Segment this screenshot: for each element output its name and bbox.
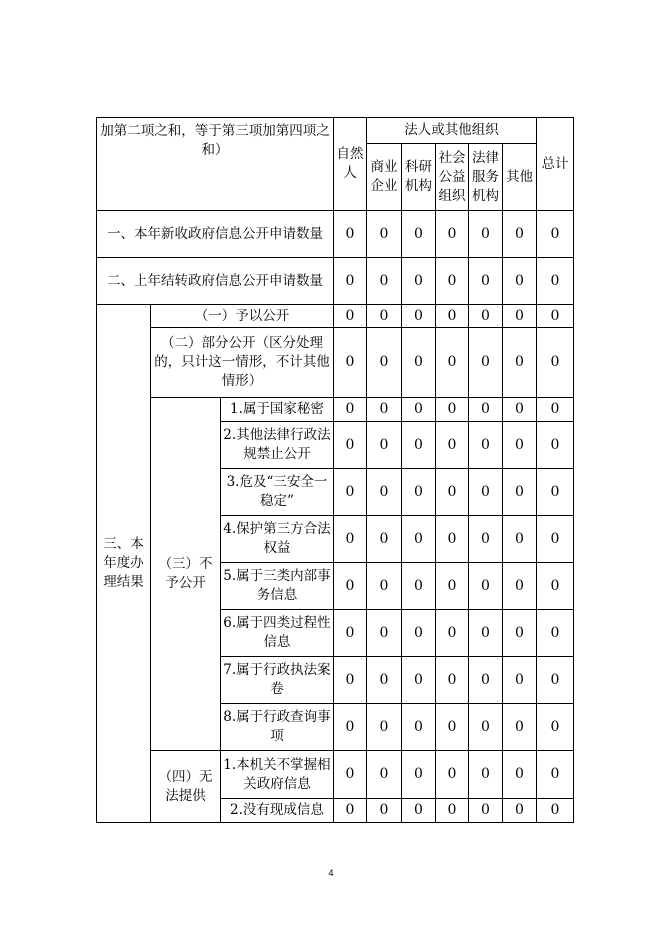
value-cell: 0 <box>503 328 537 398</box>
value-cell: 0 <box>537 258 574 305</box>
value-cell: 0 <box>537 398 574 422</box>
table-row <box>97 328 574 398</box>
value-cell: 0 <box>503 704 537 751</box>
value-cell: 0 <box>469 398 503 422</box>
sub-row-label: 1.本机关不掌握相关政府信息 <box>221 751 334 799</box>
natural-person-header: 自然人 <box>334 118 367 211</box>
value-cell: 0 <box>367 799 402 823</box>
row-label-new-requests: 一、本年新收政府信息公开申请数量 <box>97 211 334 258</box>
table-row <box>97 398 574 422</box>
value-cell: 0 <box>436 469 469 516</box>
corner-header-cell <box>97 118 334 211</box>
value-cell: 0 <box>402 657 436 704</box>
table-row <box>97 258 574 305</box>
value-cell: 0 <box>503 516 537 563</box>
value-cell: 0 <box>537 469 574 516</box>
value-cell: 0 <box>402 751 436 799</box>
value-cell: 0 <box>334 422 367 469</box>
value-cell: 0 <box>334 610 367 657</box>
value-cell: 0 <box>469 305 503 328</box>
sub-row-label: 6.属于四类过程性信息 <box>221 610 334 657</box>
value-cell: 0 <box>537 657 574 704</box>
value-cell: 0 <box>537 799 574 823</box>
value-cell: 0 <box>537 704 574 751</box>
value-cell: 0 <box>537 211 574 258</box>
value-cell: 0 <box>402 328 436 398</box>
value-cell: 0 <box>367 398 402 422</box>
sub-row-label: 3.危及“三安全一稳定” <box>221 469 334 516</box>
value-cell: 0 <box>367 258 402 305</box>
value-cell: 0 <box>367 328 402 398</box>
col-header-other: 其他 <box>503 144 537 211</box>
value-cell: 0 <box>503 563 537 610</box>
value-cell: 0 <box>436 704 469 751</box>
value-cell: 0 <box>436 398 469 422</box>
value-cell: 0 <box>537 516 574 563</box>
value-cell: 0 <box>503 211 537 258</box>
value-cell: 0 <box>436 305 469 328</box>
value-cell: 0 <box>469 799 503 823</box>
value-cell: 0 <box>469 751 503 799</box>
value-cell: 0 <box>469 469 503 516</box>
value-cell: 0 <box>469 328 503 398</box>
value-cell: 0 <box>503 751 537 799</box>
value-cell: 0 <box>367 563 402 610</box>
value-cell: 0 <box>503 469 537 516</box>
legal-group-header: 法人或其他组织 <box>367 118 537 144</box>
value-cell: 0 <box>402 516 436 563</box>
value-cell: 0 <box>436 563 469 610</box>
value-cell: 0 <box>334 211 367 258</box>
value-cell: 0 <box>334 258 367 305</box>
table-row <box>97 751 574 799</box>
value-cell: 0 <box>436 657 469 704</box>
value-cell: 0 <box>402 704 436 751</box>
value-cell: 0 <box>334 305 367 328</box>
value-cell: 0 <box>367 305 402 328</box>
value-cell: 0 <box>367 211 402 258</box>
value-cell: 0 <box>503 258 537 305</box>
row-label-cannot-provide: （四）无法提供 <box>151 751 221 823</box>
value-cell: 0 <box>537 563 574 610</box>
value-cell: 0 <box>436 516 469 563</box>
sub-row-label: 8.属于行政查询事项 <box>221 704 334 751</box>
value-cell: 0 <box>436 328 469 398</box>
value-cell: 0 <box>334 751 367 799</box>
value-cell: 0 <box>537 610 574 657</box>
value-cell: 0 <box>469 258 503 305</box>
value-cell: 0 <box>402 211 436 258</box>
value-cell: 0 <box>402 305 436 328</box>
value-cell: 0 <box>367 516 402 563</box>
value-cell: 0 <box>334 657 367 704</box>
value-cell: 0 <box>436 751 469 799</box>
value-cell: 0 <box>402 610 436 657</box>
value-cell: 0 <box>334 563 367 610</box>
section3-label: 三、本年度办理结果 <box>97 305 151 823</box>
col-header-business: 商业企业 <box>367 144 402 211</box>
value-cell: 0 <box>537 422 574 469</box>
table-row <box>97 211 574 258</box>
value-cell: 0 <box>402 258 436 305</box>
value-cell: 0 <box>367 469 402 516</box>
value-cell: 0 <box>436 799 469 823</box>
row-label-carried-over: 二、上年结转政府信息公开申请数量 <box>97 258 334 305</box>
value-cell: 0 <box>469 657 503 704</box>
col-header-research: 科研机构 <box>402 144 436 211</box>
col-header-public-welfare: 社会公益组织 <box>436 144 469 211</box>
value-cell: 0 <box>334 799 367 823</box>
value-cell: 0 <box>367 422 402 469</box>
row-label-disclose: （一）予以公开 <box>151 305 334 328</box>
value-cell: 0 <box>402 563 436 610</box>
sub-row-label: 4.保护第三方合法权益 <box>221 516 334 563</box>
value-cell: 0 <box>436 422 469 469</box>
page-number: 4 <box>328 868 334 878</box>
col-header-legal-service: 法律服务机构 <box>469 144 503 211</box>
value-cell: 0 <box>367 751 402 799</box>
value-cell: 0 <box>402 398 436 422</box>
table-row <box>97 305 574 328</box>
value-cell: 0 <box>334 328 367 398</box>
value-cell: 0 <box>503 799 537 823</box>
row-label-not-disclose: （三）不予公开 <box>151 398 221 751</box>
sub-row-label: 7.属于行政执法案卷 <box>221 657 334 704</box>
total-header: 总计 <box>537 118 574 211</box>
value-cell: 0 <box>469 422 503 469</box>
value-cell: 0 <box>469 563 503 610</box>
value-cell: 0 <box>469 516 503 563</box>
value-cell: 0 <box>436 258 469 305</box>
value-cell: 0 <box>334 469 367 516</box>
sub-row-label: 5.属于三类内部事务信息 <box>221 563 334 610</box>
value-cell: 0 <box>503 610 537 657</box>
value-cell: 0 <box>402 469 436 516</box>
value-cell: 0 <box>537 328 574 398</box>
value-cell: 0 <box>334 398 367 422</box>
value-cell: 0 <box>503 422 537 469</box>
sub-row-label: 2.没有现成信息 <box>221 799 334 823</box>
sub-row-label: 1.属于国家秘密 <box>221 398 334 422</box>
value-cell: 0 <box>469 211 503 258</box>
value-cell: 0 <box>469 610 503 657</box>
sub-row-label: 2.其他法律行政法规禁止公开 <box>221 422 334 469</box>
value-cell: 0 <box>503 398 537 422</box>
value-cell: 0 <box>537 751 574 799</box>
value-cell: 0 <box>537 305 574 328</box>
value-cell: 0 <box>367 657 402 704</box>
value-cell: 0 <box>334 704 367 751</box>
value-cell: 0 <box>367 704 402 751</box>
row-label-partial: （二）部分公开（区分处理的，只计这一情形，不计其他情形） <box>151 328 334 398</box>
value-cell: 0 <box>402 422 436 469</box>
value-cell: 0 <box>469 704 503 751</box>
value-cell: 0 <box>436 211 469 258</box>
value-cell: 0 <box>503 305 537 328</box>
value-cell: 0 <box>334 516 367 563</box>
value-cell: 0 <box>367 610 402 657</box>
corner-label: 加第二项之和，等于第三项加第四项之和） <box>100 123 330 158</box>
value-cell: 0 <box>436 610 469 657</box>
value-cell: 0 <box>503 657 537 704</box>
value-cell: 0 <box>402 799 436 823</box>
disclosure-stats-table <box>96 117 574 823</box>
